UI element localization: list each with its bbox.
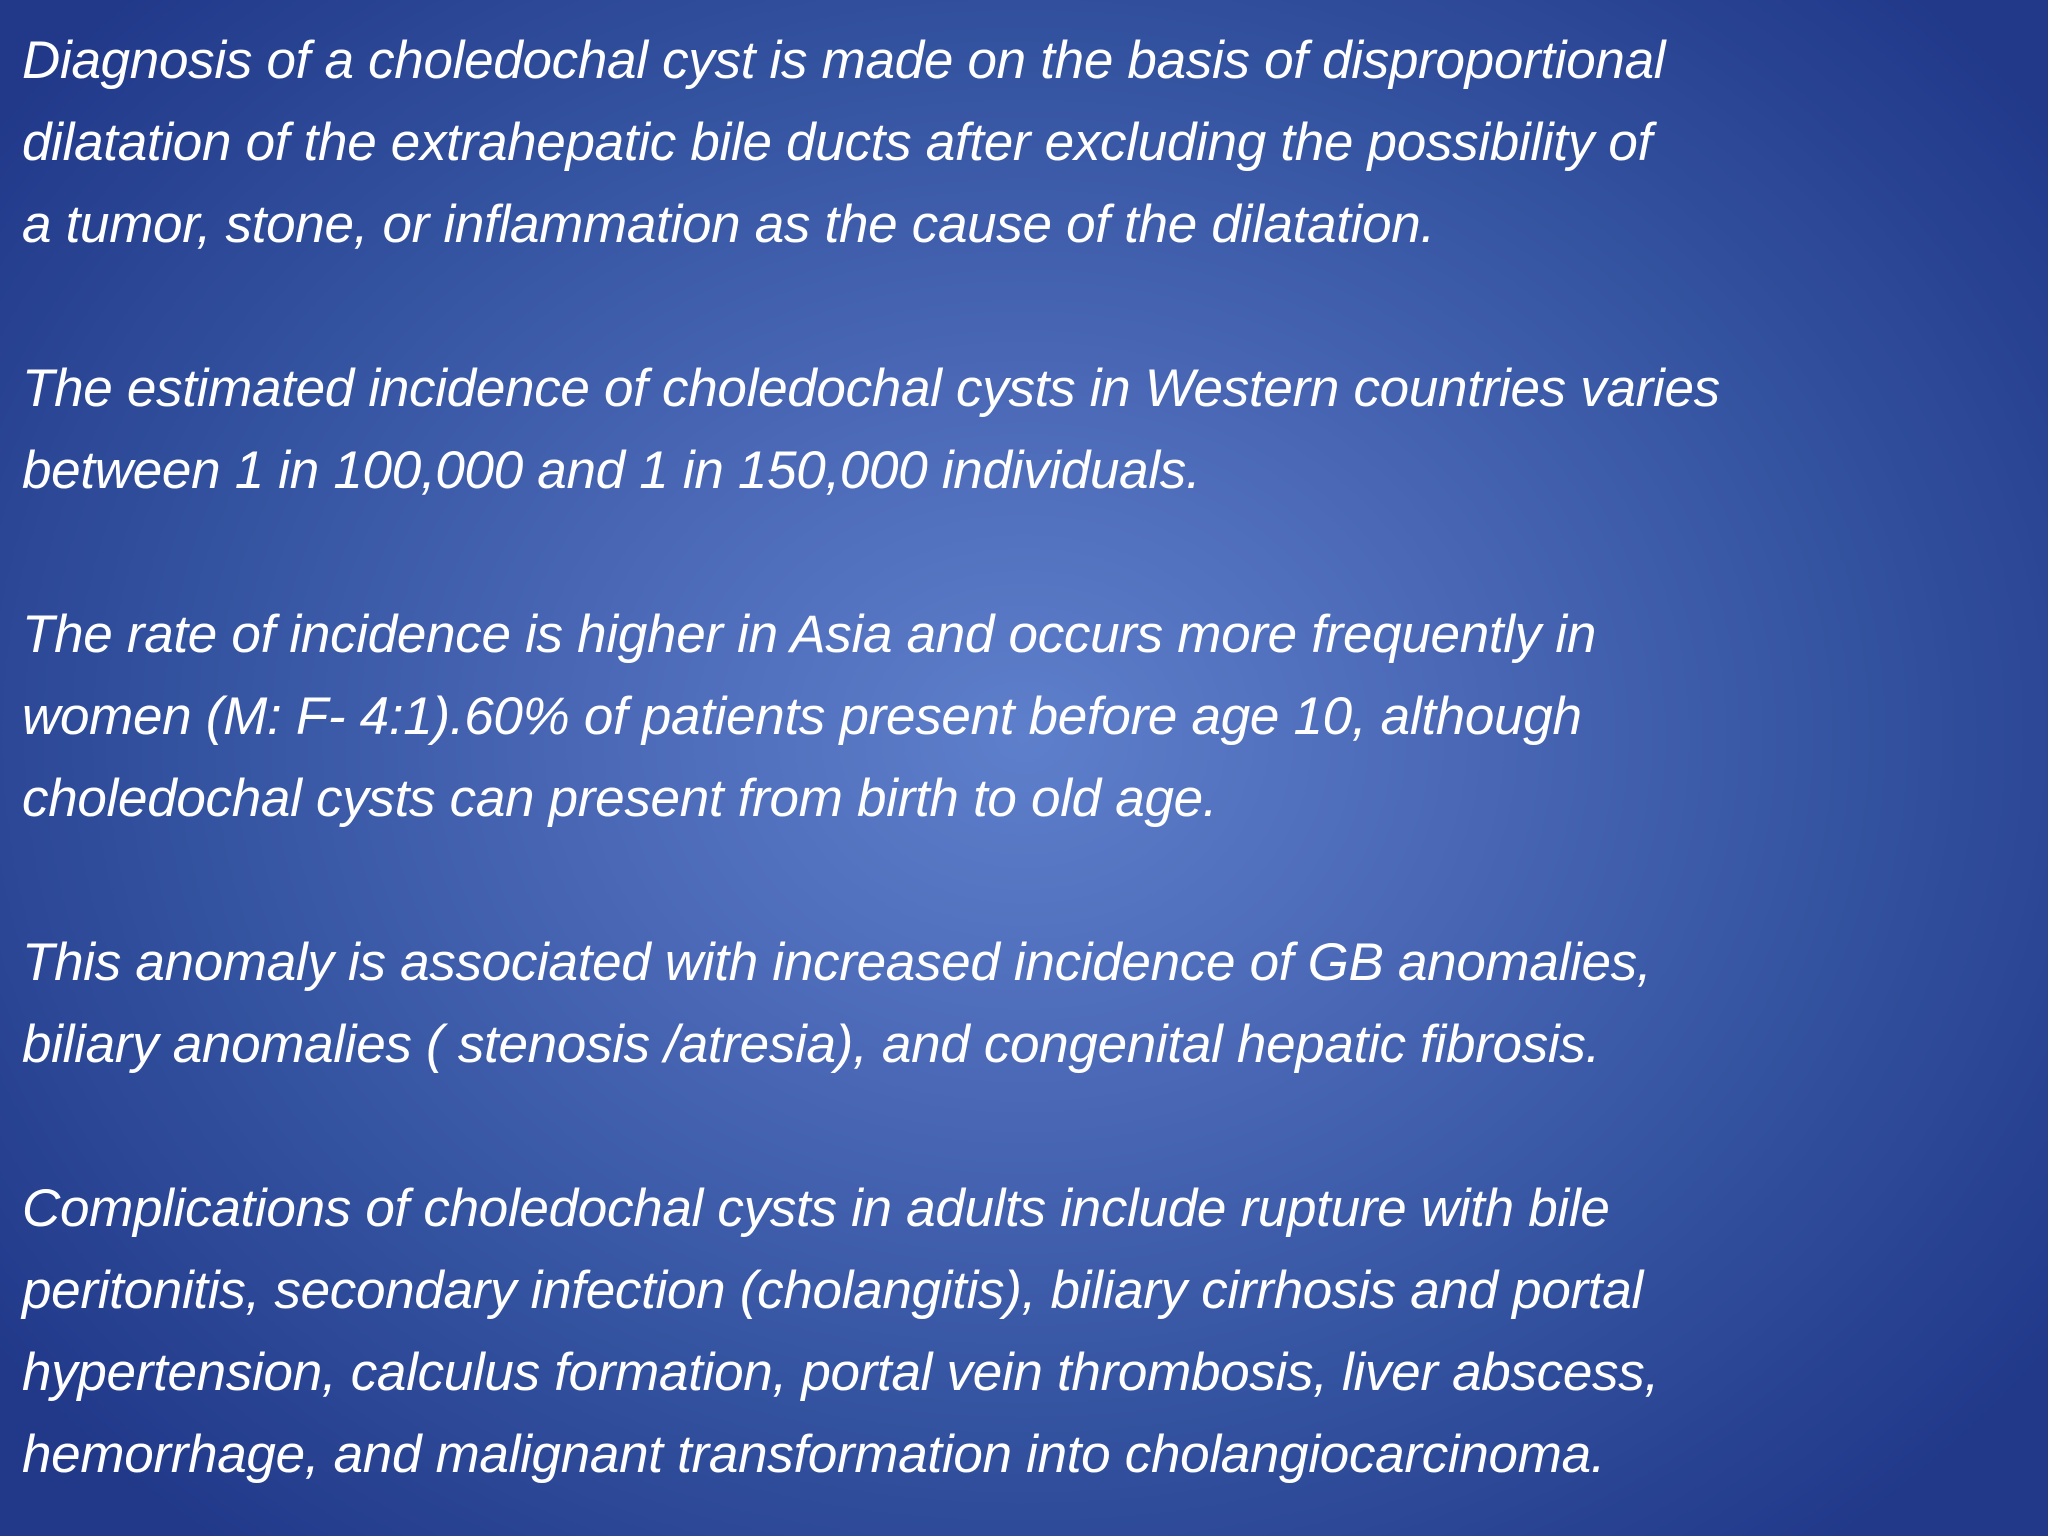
paragraph-associated-anomalies: This anomaly is associated with increased incidence of GB anomalies, biliary anomalies ( stenosis /atresia), and congenital hepatic fibrosis. [22, 933, 1652, 1074]
paragraph-incidence-western: The estimated incidence of choledochal cysts in Western countries varies between 1 in 100,000 and 1 in 150,000 individuals. [22, 359, 1720, 500]
paragraph-complications: Complications of choledochal cysts in adults include rupture with bile peritonitis, secondary infection (cholangitis), biliary cirrhosis and portal hypertension, calculus formation, portal vein thrombosis, liver abscess, hemorrhage, and malignant transformation into cholangiocarcinoma. [22, 1179, 1659, 1484]
paragraph-incidence-asia: The rate of incidence is higher in Asia and occurs more frequently in women (M: F- 4:1).60% of patients present before age 10, although choledochal cysts can present from birth to old age. [22, 605, 1597, 828]
slide-content [22, 20, 2032, 1496]
paragraph-diagnosis: Diagnosis of a choledochal cyst is made on the basis of disproportional dilatation of the extrahepatic bile ducts after excluding the possibility of a tumor, stone, or inflammation as the cause of the dilatation. [22, 31, 1666, 254]
